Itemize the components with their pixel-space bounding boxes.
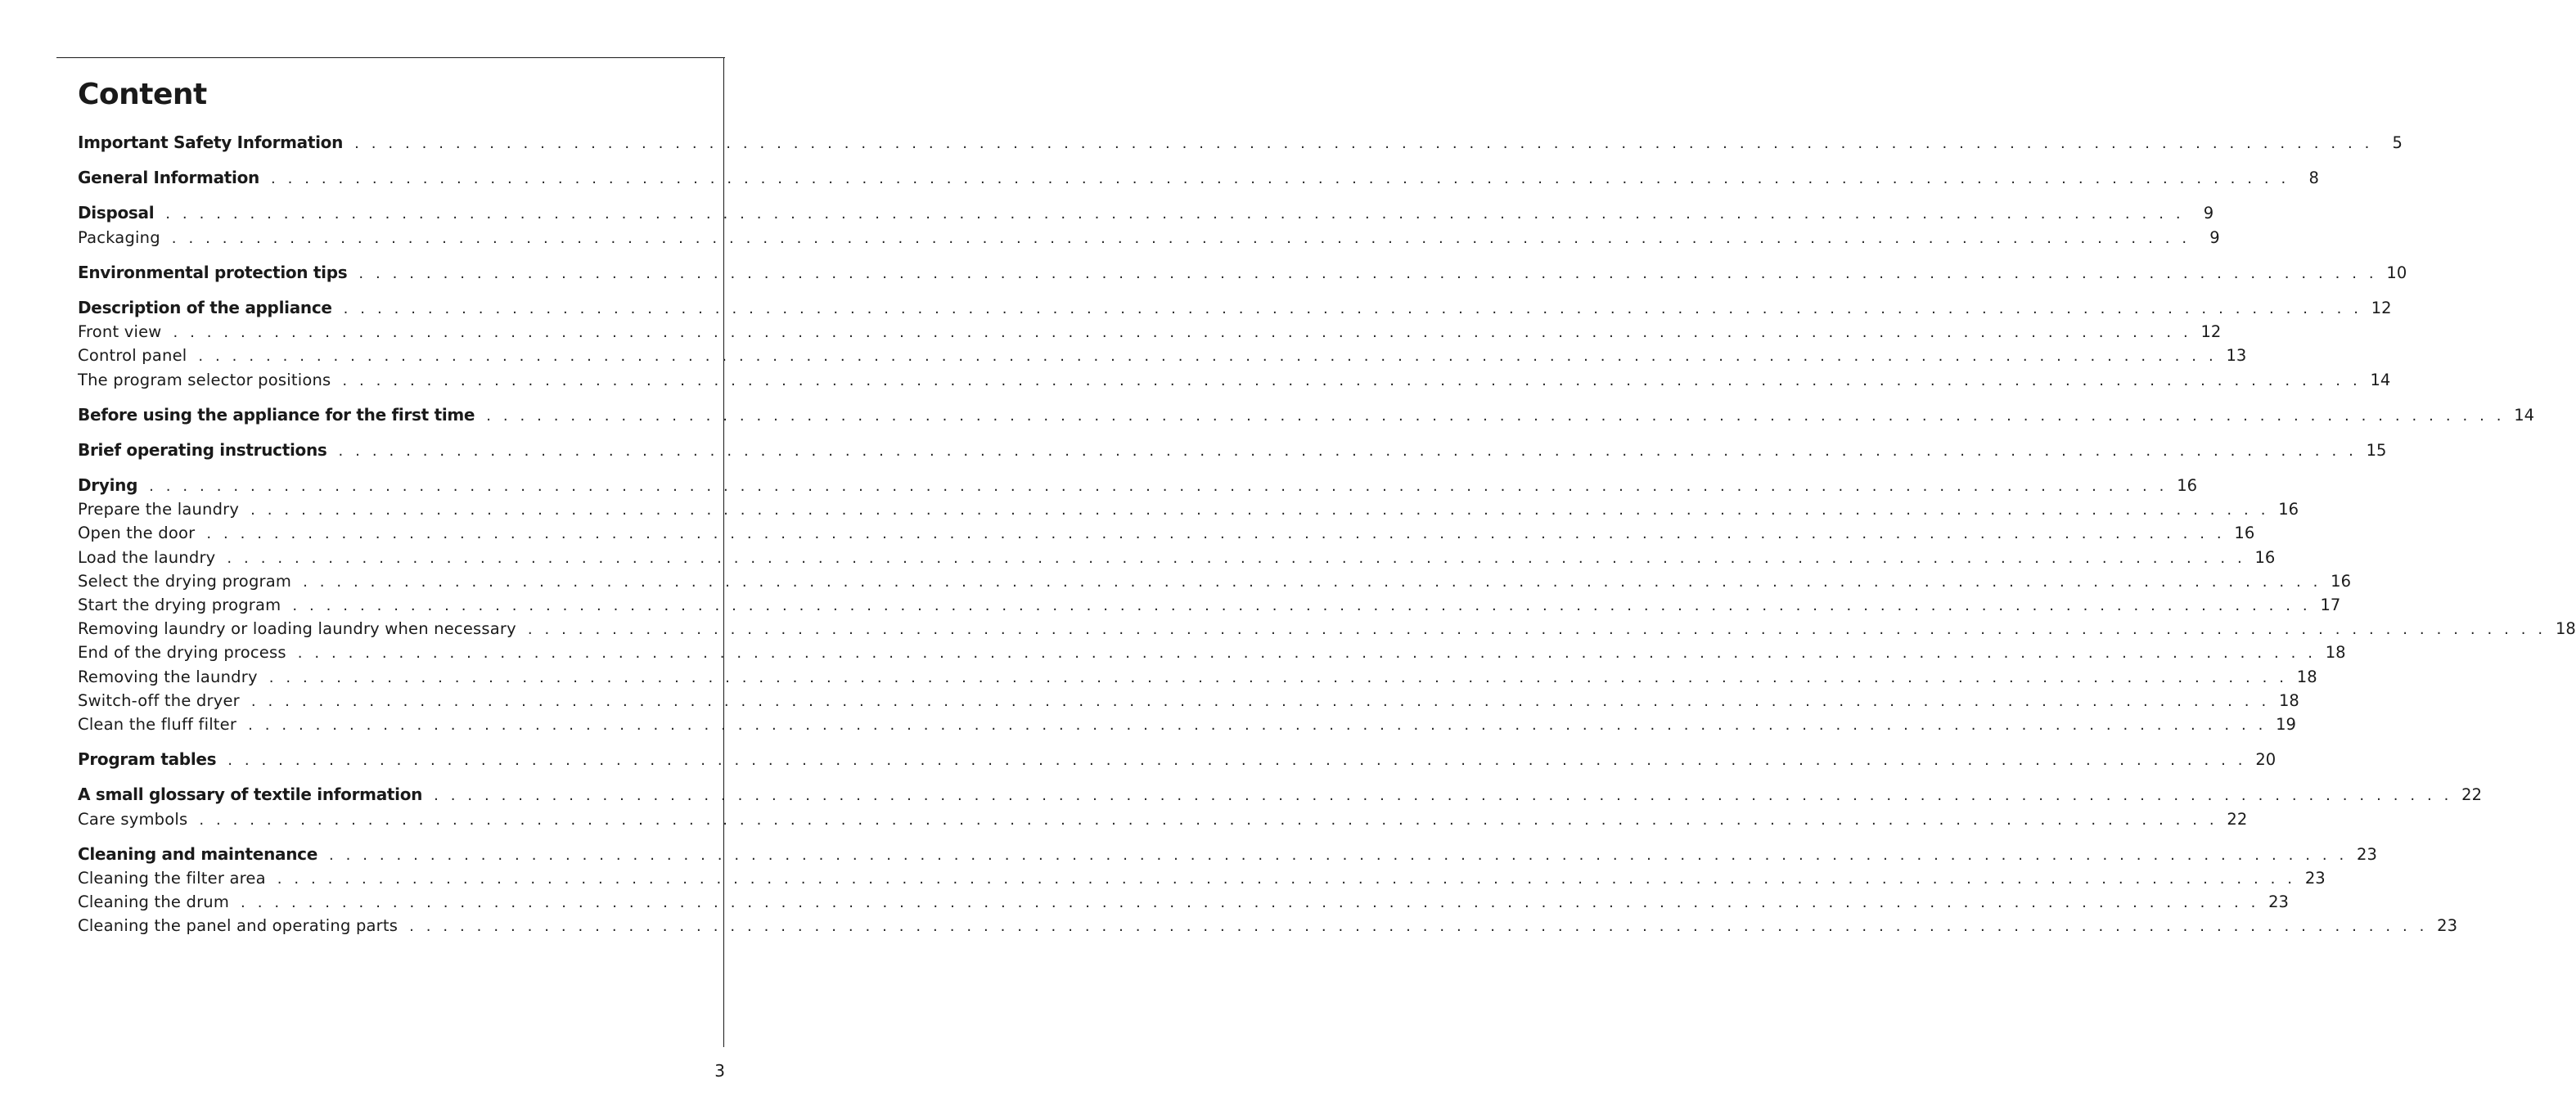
toc-section-entry xyxy=(78,783,2482,807)
toc-dot-leader: . . . . . . . . . . . . . . . . . . . . . . . . . . . . . . . . . . . . . . . . . . . . . . . . . . . . . . . . . . . . . . . . . . . . . . . . . . . . . . . . . . . . . . . . . . . . . . . . . . . . . . . . . . . . . . . . . . . . . . . . xyxy=(270,170,2290,188)
toc-entry-page: 9 xyxy=(2209,227,2220,247)
toc-entry-page: 18 xyxy=(2296,667,2317,686)
toc-sub-entry xyxy=(78,641,2346,664)
toc-entry-page: 16 xyxy=(2234,524,2255,543)
toc-sub-entry xyxy=(78,497,2299,521)
toc-dot-leader: . . . . . . . . . . . . . . . . . . . . . . . . . . . . . . . . . . . . . . . . . . . . . . . . . . . . . . . . . . . . . . . . . . . . . . . . . . . . . . . . . . . . . . . . . . . . . . . . . . . . . . . . . . . . . . . . . . . . . . . . xyxy=(328,846,2348,864)
toc-dot-leader: . . . . . . . . . . . . . . . . . . . . . . . . . . . . . . . . . . . . . . . . . . . . . . . . . . . . . . . . . . . . . . . . . . . . . . . . . . . . . . . . . . . . . . . . . . . . . . . . . . . . . . . . . . . . . . . . . . . . . . . . xyxy=(241,894,2259,912)
toc-entry-page: 15 xyxy=(2366,440,2387,460)
toc-entry-label: Description of the appliance xyxy=(78,297,332,317)
toc-entry-page: 22 xyxy=(2227,809,2248,829)
top-rule xyxy=(56,57,725,58)
toc-entry-label: Brief operating instructions xyxy=(78,439,327,460)
toc-entry-page: 10 xyxy=(2386,263,2407,282)
toc-entry-label: Care symbols xyxy=(78,809,188,829)
toc-entry-label: Before using the appliance for the first time xyxy=(78,404,475,425)
toc-dot-leader: . . . . . . . . . . . . . . . . . . . . . . . . . . . . . . . . . . . . . . . . . . . . . . . . . . . . . . . . . . . . . . . . . . . . . . . . . . . . . . . . . . . . . . . . . . . . . . . . . . . . . . . . . . . . . . . . . . . . . . . . xyxy=(227,549,2246,567)
toc-dot-leader: . . . . . . . . . . . . . . . . . . . . . . . . . . . . . . . . . . . . . . . . . . . . . . . . . . . . . . . . . . . . . . . . . . . . . . . . . . . . . . . . . . . . . . . . . . . . . . . . . . . . . . . . . . . . . . . . . . . . . . . . xyxy=(354,135,2373,152)
toc-entry-label: Start the drying program xyxy=(78,596,281,614)
toc-entry-page: 23 xyxy=(2304,868,2326,888)
toc-section-entry xyxy=(78,748,2277,771)
toc-section-entry xyxy=(78,403,2535,427)
toc-entry-page: 17 xyxy=(2320,596,2341,614)
toc-entry-page: 16 xyxy=(2331,571,2351,591)
toc-entry-label: Packaging xyxy=(78,227,160,247)
toc-entry-label: Load the laundry xyxy=(78,547,216,567)
toc-entry-page: 12 xyxy=(2371,298,2392,317)
toc-entry-label: Important Safety Information xyxy=(78,133,344,152)
toc-sub-entry xyxy=(78,914,2457,937)
toc-section-entry xyxy=(78,474,2198,497)
toc-entry-page: 14 xyxy=(2514,405,2535,425)
toc-entry-page: 19 xyxy=(2276,714,2296,734)
toc-entry-page: 12 xyxy=(2200,322,2222,342)
toc-dot-leader: . . . . . . . . . . . . . . . . . . . . . . . . . . . . . . . . . . . . . . . . . . . . . . . . . . . . . . . . . . . . . . . . . . . . . . . . . . . . . . . . . . . . . . . . . . . . . . . . . . . . . . . . . . . . . . . . . . . . . . . . xyxy=(486,407,2506,425)
toc-sub-entry xyxy=(78,226,2220,250)
toc-entry-page: 20 xyxy=(2255,750,2277,770)
toc-dot-leader: . . . . . . . . . . . . . . . . . . . . . . . . . . . . . . . . . . . . . . . . . . . . . . . . . . . . . . . . . . . . . . . . . . . . . . . . . . . . . . . . . . . . . . . . . . . . . . . . . . . . . . . . . . . . . . . . . . . . . . . . xyxy=(206,525,2226,543)
toc-entry-page: 16 xyxy=(2177,476,2198,496)
toc-entry-page: 23 xyxy=(2437,916,2457,936)
toc-entry-label: Drying xyxy=(78,475,138,496)
toc-sub-entry xyxy=(78,546,2276,569)
toc-dot-leader: . . . . . . . . . . . . . . . . . . . . . . . . . . . . . . . . . . . . . . . . . . . . . . . . . . . . . . . . . . . . . . . . . . . . . . . . . . . . . . . . . . . . . . . . . . . . . . . . . . . . . . . . . . . . . . . . . . . . . . . . xyxy=(248,716,2267,734)
toc-sub-entry xyxy=(78,665,2317,689)
toc-sub-entry xyxy=(78,689,2299,713)
toc-dot-leader: . . . . . . . . . . . . . . . . . . . . . . . . . . . . . . . . . . . . . . . . . . . . . . . . . . . . . . . . . . . . . . . . . . . . . . . . . . . . . . . . . . . . . . . . . . . . . . . . . . . . . . . . . . . . . . . . . . . . . . . . xyxy=(227,752,2247,770)
toc-dot-leader: . . . . . . . . . . . . . . . . . . . . . . . . . . . . . . . . . . . . . . . . . . . . . . . . . . . . . . . . . . . . . . . . . . . . . . . . . . . . . . . . . . . . . . . . . . . . . . . . . . . . . . . . . . . . . . . . . . . . . . . . xyxy=(434,787,2452,805)
toc-entry-page: 5 xyxy=(2392,133,2403,152)
toc-entry-page: 18 xyxy=(2325,643,2346,663)
toc-sub-entry xyxy=(78,866,2326,890)
toc-entry-page: 14 xyxy=(2370,370,2391,389)
toc-entry-page: 18 xyxy=(2555,619,2576,639)
toc-entry-label: Cleaning the panel and operating parts xyxy=(78,916,399,936)
table-of-contents xyxy=(78,131,2576,937)
toc-section-entry xyxy=(78,261,2407,285)
toc-entry-label: Open the door xyxy=(78,524,196,543)
page-number: 3 xyxy=(714,1061,725,1081)
toc-dot-leader: . . . . . . . . . . . . . . . . . . . . . . . . . . . . . . . . . . . . . . . . . . . . . . . . . . . . . . . . . . . . . . . . . . . . . . . . . . . . . . . . . . . . . . . . . . . . . . . . . . . . . . . . . . . . . . . . . . . . . . . . xyxy=(409,918,2428,936)
toc-entry-page: 13 xyxy=(2226,346,2247,366)
toc-dot-leader: . . . . . . . . . . . . . . . . . . . . . . . . . . . . . . . . . . . . . . . . . . . . . . . . . . . . . . . . . . . . . . . . . . . . . . . . . . . . . . . . . . . . . . . . . . . . . . . . . . . . . . . . . . . . . . . . . . . . . . . . xyxy=(343,299,2362,317)
toc-entry-label: Program tables xyxy=(78,749,217,770)
toc-entry-label: General Information xyxy=(78,168,259,188)
toc-entry-label: Select the drying program xyxy=(78,571,292,591)
toc-entry-label: Environmental protection tips xyxy=(78,262,348,282)
toc-dot-leader: . . . . . . . . . . . . . . . . . . . . . . . . . . . . . . . . . . . . . . . . . . . . . . . . . . . . . . . . . . . . . . . . . . . . . . . . . . . . . . . . . . . . . . . . . . . . . . . . . . . . . . . . . . . . . . . . . . . . . . . . xyxy=(149,478,2168,496)
toc-entry-label: Prepare the laundry xyxy=(78,500,240,519)
toc-dot-leader: . . . . . . . . . . . . . . . . . . . . . . . . . . . . . . . . . . . . . . . . . . . . . . . . . . . . . . . . . . . . . . . . . . . . . . . . . . . . . . . . . . . . . . . . . . . . . . . . . . . . . . . . . . . . . . . . . . . . . . . . xyxy=(338,442,2358,460)
toc-dot-leader: . . . . . . . . . . . . . . . . . . . . . . . . . . . . . . . . . . . . . . . . . . . . . . . . . . . . . . . . . . . . . . . . . . . . . . . . . . . . . . . . . . . . . . . . . . . . . . . . . . . . . . . . . . . . . . . . . . . . . . . . xyxy=(171,229,2191,247)
toc-dot-leader: . . . . . . . . . . . . . . . . . . . . . . . . . . . . . . . . . . . . . . . . . . . . . . . . . . . . . . . . . . . . . . . . . . . . . . . . . . . . . . . . . . . . . . . . . . . . . . . . . . . . . . . . . . . . . . . . . . . . . . . . xyxy=(250,692,2270,710)
toc-sub-entry xyxy=(78,617,2576,641)
toc-sub-entry xyxy=(78,890,2289,914)
toc-dot-leader: . . . . . . . . . . . . . . . . . . . . . . . . . . . . . . . . . . . . . . . . . . . . . . . . . . . . . . . . . . . . . . . . . . . . . . . . . . . . . . . . . . . . . . . . . . . . . . . . . . . . . . . . . . . . . . . . . . . . . . . . xyxy=(198,348,2218,366)
toc-sub-entry xyxy=(78,593,2341,617)
toc-section-entry xyxy=(78,296,2392,320)
toc-dot-leader: . . . . . . . . . . . . . . . . . . . . . . . . . . . . . . . . . . . . . . . . . . . . . . . . . . . . . . . . . . . . . . . . . . . . . . . . . . . . . . . . . . . . . . . . . . . . . . . . . . . . . . . . . . . . . . . . . . . . . . . . xyxy=(297,645,2317,663)
toc-sub-entry xyxy=(78,368,2391,392)
toc-entry-label: Clean the fluff filter xyxy=(78,714,237,734)
toc-entry-page: 23 xyxy=(2357,844,2377,864)
toc-dot-leader: . . . . . . . . . . . . . . . . . . . . . . . . . . . . . . . . . . . . . . . . . . . . . . . . . . . . . . . . . . . . . . . . . . . . . . . . . . . . . . . . . . . . . . . . . . . . . . . . . . . . . . . . . . . . . . . . . . . . . . . . xyxy=(303,573,2322,591)
toc-entry-label: Switch-off the dryer xyxy=(78,690,240,710)
toc-dot-leader: . . . . . . . . . . . . . . . . . . . . . . . . . . . . . . . . . . . . . . . . . . . . . . . . . . . . . . . . . . . . . . . . . . . . . . . . . . . . . . . . . . . . . . . . . . . . . . . . . . . . . . . . . . . . . . . . . . . . . . . . xyxy=(277,870,2296,888)
toc-section-entry xyxy=(78,166,2319,190)
toc-entry-label: A small glossary of textile information xyxy=(78,785,423,805)
toc-dot-leader: . . . . . . . . . . . . . . . . . . . . . . . . . . . . . . . . . . . . . . . . . . . . . . . . . . . . . . . . . . . . . . . . . . . . . . . . . . . . . . . . . . . . . . . . . . . . . . . . . . . . . . . . . . . . . . . . . . . . . . . . xyxy=(358,264,2378,282)
toc-section-entry xyxy=(78,131,2403,155)
page-title: Content xyxy=(78,78,207,111)
toc-section-entry xyxy=(78,843,2377,866)
toc-sub-entry xyxy=(78,569,2351,593)
toc-entry-page: 23 xyxy=(2268,892,2289,912)
toc-sub-entry xyxy=(78,807,2248,831)
toc-sub-entry xyxy=(78,713,2296,736)
toc-sub-entry xyxy=(78,344,2247,367)
toc-entry-page: 22 xyxy=(2461,785,2482,805)
toc-sub-entry xyxy=(78,320,2222,344)
toc-entry-label: Cleaning and maintenance xyxy=(78,843,317,864)
toc-dot-leader: . . . . . . . . . . . . . . . . . . . . . . . . . . . . . . . . . . . . . . . . . . . . . . . . . . . . . . . . . . . . . . . . . . . . . . . . . . . . . . . . . . . . . . . . . . . . . . . . . . . . . . . . . . . . . . . . . . . . . . . . xyxy=(527,621,2547,639)
toc-dot-leader: . . . . . . . . . . . . . . . . . . . . . . . . . . . . . . . . . . . . . . . . . . . . . . . . . . . . . . . . . . . . . . . . . . . . . . . . . . . . . . . . . . . . . . . . . . . . . . . . . . . . . . . . . . . . . . . . . . . . . . . . xyxy=(250,501,2270,519)
toc-entry-label: Front view xyxy=(78,322,162,342)
toc-entry-label: Cleaning the filter area xyxy=(78,868,266,888)
toc-entry-label: Removing the laundry xyxy=(78,667,258,686)
toc-dot-leader: . . . . . . . . . . . . . . . . . . . . . . . . . . . . . . . . . . . . . . . . . . . . . . . . . . . . . . . . . . . . . . . . . . . . . . . . . . . . . . . . . . . . . . . . . . . . . . . . . . . . . . . . . . . . . . . . . . . . . . . . xyxy=(173,324,2192,342)
toc-entry-label: The program selector positions xyxy=(78,370,331,389)
toc-sub-entry xyxy=(78,521,2255,545)
toc-entry-page: 9 xyxy=(2203,204,2214,223)
toc-section-entry xyxy=(78,438,2387,462)
toc-dot-leader: . . . . . . . . . . . . . . . . . . . . . . . . . . . . . . . . . . . . . . . . . . . . . . . . . . . . . . . . . . . . . . . . . . . . . . . . . . . . . . . . . . . . . . . . . . . . . . . . . . . . . . . . . . . . . . . . . . . . . . . . xyxy=(199,811,2218,829)
toc-entry-label: Disposal xyxy=(78,203,155,223)
toc-entry-page: 18 xyxy=(2278,690,2299,710)
toc-dot-leader: . . . . . . . . . . . . . . . . . . . . . . . . . . . . . . . . . . . . . . . . . . . . . . . . . . . . . . . . . . . . . . . . . . . . . . . . . . . . . . . . . . . . . . . . . . . . . . . . . . . . . . . . . . . . . . . . . . . . . . . . xyxy=(268,668,2288,686)
toc-entry-page: 16 xyxy=(2254,547,2276,567)
toc-dot-leader: . . . . . . . . . . . . . . . . . . . . . . . . . . . . . . . . . . . . . . . . . . . . . . . . . . . . . . . . . . . . . . . . . . . . . . . . . . . . . . . . . . . . . . . . . . . . . . . . . . . . . . . . . . . . . . . . . . . . . . . . xyxy=(165,205,2185,223)
toc-entry-page: 8 xyxy=(2308,169,2319,188)
toc-entry-page: 16 xyxy=(2278,500,2299,519)
toc-dot-leader: . . . . . . . . . . . . . . . . . . . . . . . . . . . . . . . . . . . . . . . . . . . . . . . . . . . . . . . . . . . . . . . . . . . . . . . . . . . . . . . . . . . . . . . . . . . . . . . . . . . . . . . . . . . . . . . . . . . . . . . . xyxy=(292,597,2312,614)
toc-section-entry xyxy=(78,201,2214,225)
toc-entry-label: End of the drying process xyxy=(78,643,286,663)
toc-entry-label: Removing laundry or loading laundry when necessary xyxy=(78,619,516,639)
toc-entry-label: Cleaning the drum xyxy=(78,892,230,912)
toc-entry-label: Control panel xyxy=(78,346,187,366)
toc-dot-leader: . . . . . . . . . . . . . . . . . . . . . . . . . . . . . . . . . . . . . . . . . . . . . . . . . . . . . . . . . . . . . . . . . . . . . . . . . . . . . . . . . . . . . . . . . . . . . . . . . . . . . . . . . . . . . . . . . . . . . . . . xyxy=(342,371,2362,389)
